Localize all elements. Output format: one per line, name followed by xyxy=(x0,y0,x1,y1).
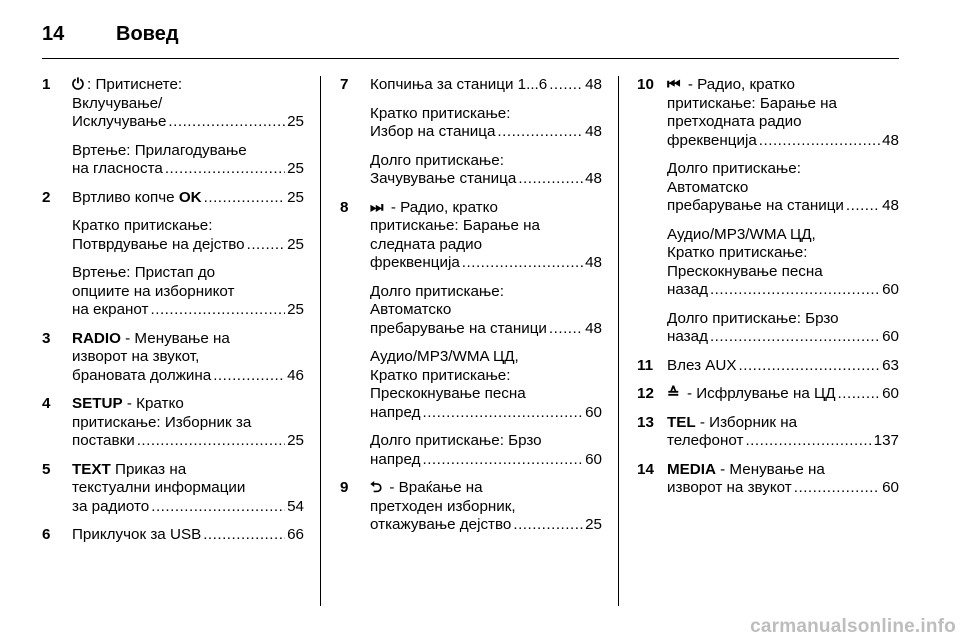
page-ref: 25 xyxy=(287,160,304,177)
entry-number: 10 xyxy=(637,76,654,93)
header-rule xyxy=(42,58,899,59)
page-header xyxy=(42,16,179,52)
entry-number: 9 xyxy=(340,479,349,496)
entry-number: 8 xyxy=(340,198,349,216)
page-ref: 46 xyxy=(287,366,304,384)
entry-number: 3 xyxy=(42,329,51,347)
column-3 xyxy=(637,76,899,498)
page-ref: 48 xyxy=(585,254,602,271)
page-ref: 60 xyxy=(882,385,899,402)
page-ref: 60 xyxy=(882,281,899,298)
entry-3: 3 RADIO - Менување на изворот на звукот, брановата должина ..... 46 xyxy=(42,330,304,386)
entry-6: 6 Приклучок за USB ..... 66 xyxy=(42,526,304,545)
entry-number: 1 xyxy=(42,76,51,93)
ok-key-label: OK xyxy=(178,188,202,206)
page-ref: 25 xyxy=(287,188,304,206)
entry-5: 5 TEXT Приказ на текстуални информации за радиото ..... 54 xyxy=(42,461,304,517)
entry-number: 14 xyxy=(637,460,654,478)
setup-key-label: SETUP xyxy=(72,395,123,412)
eject-icon: ≙ xyxy=(667,385,680,402)
entry-2: 2 Вртливо копче OK ..... 25 Кратко притискање: Потврдување на дејство ..... 25 Вртење: Пристап до опциите на изборникот на екранот ..... 25 xyxy=(42,189,304,320)
radio-key-label: RADIO xyxy=(72,329,121,347)
page-ref: 48 xyxy=(585,76,602,93)
page-ref: 66 xyxy=(287,526,304,543)
entry-1: 1 ⏻ : Притиснете: Вклучување/ Исклучување ..... 25 Вртење: Прилагодување на гласноста ..... 25 xyxy=(42,76,304,179)
page-ref: 54 xyxy=(287,497,304,515)
column-divider-2 xyxy=(618,76,619,606)
watermark: carmanualsonline.info xyxy=(750,616,956,637)
entry-number: 7 xyxy=(340,76,349,93)
column-1 xyxy=(42,76,304,545)
page-ref: 25 xyxy=(287,301,304,318)
entry-number: 5 xyxy=(42,460,51,478)
page-ref: 48 xyxy=(585,170,602,187)
entry-4: 4 SETUP - Кратко притискање: Изборник за поставки ..... 25 xyxy=(42,395,304,451)
page-ref: 48 xyxy=(882,197,899,214)
entry-number: 4 xyxy=(42,395,51,412)
entry-number: 2 xyxy=(42,188,51,206)
skip-forward-icon: ⏭ xyxy=(370,198,384,216)
page-ref: 25 xyxy=(287,113,304,130)
page-ref: 25 xyxy=(287,432,304,449)
skip-back-icon: ⏮ xyxy=(667,76,681,93)
entry-9: 9 ⮌ - Враќање на претходен изборник, откажување дејство ..... 25 xyxy=(340,479,602,535)
entry-number: 12 xyxy=(637,385,654,402)
text-key-label: TEXT xyxy=(72,460,111,478)
tel-key-label: TEL xyxy=(667,413,696,431)
page-ref: 137 xyxy=(873,432,899,449)
entry-7: 7 Копчиња за станици 1...6 ..... 48 Кратко притискање: Избор на станица ..... 48 Долго притискање: Зачувување станица ..... 48 xyxy=(340,76,602,189)
page-ref: 48 xyxy=(585,123,602,140)
entry-8: 8 ⏭ - Радио, кратко притискање: Барање на следната радио фреквенција ..... 48 Долго притискање: Автоматско пребарување на станици ..... 48 Аудио/MP3/WMA ЦД, Кратко притискање: Прескокнување песна напред ..... 60 Долго притискање: Брзо напред ..... 60 xyxy=(340,199,602,470)
page-ref: 25 xyxy=(585,516,602,533)
page-ref: 60 xyxy=(585,403,602,421)
page-ref: 60 xyxy=(882,328,899,345)
page-ref: 63 xyxy=(882,356,899,374)
page-ref: 60 xyxy=(585,450,602,468)
page-ref: 48 xyxy=(882,131,899,149)
entry-14: 14 MEDIA - Менување на изворот на звукот ..... 60 xyxy=(637,461,899,498)
page-ref: 48 xyxy=(585,319,602,337)
entry-10: 10 ⏮ - Радио, кратко притискање: Барање на претходната радио фреквенција ..... 48 Долго притискање: Автоматско пребарување на станици ..... 48 Аудио/MP3/WMA ЦД, Кратко притискање: Прескокнување песна назад ..... 60 Долго притискање: Брзо назад ..... 60 xyxy=(637,76,899,347)
entry-number: 13 xyxy=(637,413,654,431)
column-divider-1 xyxy=(320,76,321,606)
entry-number: 11 xyxy=(637,356,654,374)
page-ref: 60 xyxy=(882,479,899,496)
entry-11: 11 Влез AUX ..... 63 xyxy=(637,357,899,376)
page-title: Вовед xyxy=(116,22,179,45)
column-2 xyxy=(340,76,602,535)
entry-13: 13 TEL - Изборник на телефонот ..... 137 xyxy=(637,414,899,451)
entry-number: 6 xyxy=(42,526,51,543)
back-arrow-icon: ⮌ xyxy=(370,479,383,496)
page-number: 14 xyxy=(42,22,65,45)
entry-12: 12 ≙ - Исфрлување на ЦД ..... 60 xyxy=(637,385,899,404)
page-ref: 25 xyxy=(287,235,304,253)
power-icon: ⏻ xyxy=(72,76,85,93)
media-key-label: MEDIA xyxy=(667,460,716,478)
